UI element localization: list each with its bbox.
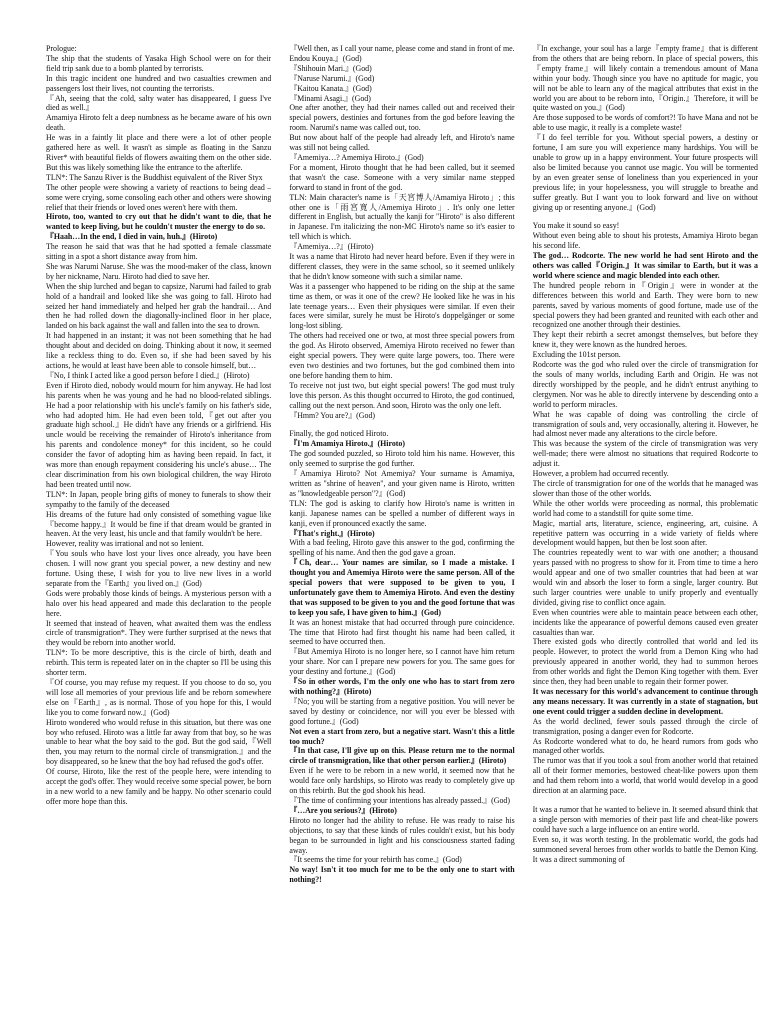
- paragraph: 『Ah, seeing that the cold, salty water has disappeared, I guess I've died as well.』: [46, 93, 272, 113]
- paragraph: It was a rumor that he wanted to believe in. It seemed absurd think that a single person with memories of their past life and cheat-like powers could have such a large influence on an entire world.: [532, 804, 758, 834]
- paragraph: TLN: The god is asking to clarify how Hiroto's name is written in kanji. Japanese names can be spelled a number of different ways in kanji, even if pronounced exactly the same.: [289, 498, 515, 528]
- paragraph: 『But Amemiya Hiroto is no longer here, so I cannot have him return your share. Nor can I prepare new powers for you. The same goes for your destiny and fortune.』(God): [289, 647, 515, 677]
- paragraph: There existed gods who directly controlled that world and led its people. However, to protect the world from a Demon King who had previously appeared in another world, they had to summon heroes from other worlds and fight the Demon King together with them. Ever since then, they had been unable to regain their former power.: [532, 637, 758, 687]
- paragraph: What he was capable of doing was controlling the circle of transmigration of souls and, very occasionally, altering it. However, he had almost never made any alterations to the circle before.: [532, 409, 758, 439]
- paragraph: The other people were showing a variety of reactions to being dead – some were crying, some consoling each other and others were showing relief that their friends or loved ones weren't here with them.: [46, 182, 272, 212]
- paragraph: Excluding the 101st person.: [532, 350, 621, 360]
- paragraph: In this tragic incident one hundred and two casualties crewmen and passengers lost their lives, not counting the terrorists.: [46, 73, 272, 93]
- paragraph: Magic, martial arts, literature, science, engineering, art, cuisine. A repetitive pattern was occurring in a wide variety of fields where development would happen, but then be lost soon after.: [532, 518, 758, 548]
- paragraph: TLN*: To be more descriptive, this is the circle of birth, death and rebirth. This term is repeated later on in the chapter so I'll be using this shorter term.: [46, 648, 272, 678]
- paragraph: Without even being able to shout his protests, Amamiya Hiroto began his second life.: [532, 231, 758, 251]
- paragraph: The god… Rodcorte. The new world he had sent Hiroto and the others was called『Origin.』It was similar to Earth, but it was a world where science and magic blended into each other.: [532, 251, 758, 280]
- paragraph: 『In that case, I'll give up on this. Please return me to the normal circle of transmigration, like that other person earlier.』(Hiroto): [289, 746, 515, 766]
- paragraph: TLN*: In Japan, people bring gifts of money to funerals to show their sympathy to the family of the deceased: [46, 489, 272, 509]
- paragraph: Not even a start from zero, but a negative start. Wasn't this a little too much?: [289, 726, 515, 746]
- paragraph: 『Of course, you may refuse my request. If you choose to do so, you will lose all memories of your previous life and be reborn somewhere else on『Earth』, as is normal. Those of you hope for this, I would like you to come forward now.』(God): [46, 678, 272, 717]
- paragraph: 『Naruse Narumi.』(God): [289, 73, 375, 83]
- paragraph: The god sounded puzzled, so Hiroto told him his name. However, this only seemed to surprise the god further.: [289, 449, 515, 469]
- paragraph: 『No, I think I acted like a good person before I died.』(Hiroto): [46, 370, 250, 380]
- paragraph: The hundred people reborn in『Origin』were in wonder at the differences between this world and Earth. They were born to new parents, saved by various moments of good fortune, made use of the special powers they had been granted and reunited with each other and recognized one another through their destinies.: [532, 280, 758, 330]
- paragraph: 『Amamiya Hiroto? Not Amemiya? Your surname is Amamiya, written as "shrine of heaven", and your given name is Hiroto, written as "knowledgeable person"?』(God): [289, 469, 515, 498]
- paragraph: You make it sound so easy!: [532, 221, 620, 231]
- paragraph: When the ship lurched and began to capsize, Narumi had failed to grab hold of a handrail and looked like she was going to fall. Hiroto had seized her hand immediately and helped her grab the handrail… And then he had rolled down the diagonally-inclined floor in her place, landed on his back against the wall and fallen into the sea to drown.: [46, 281, 272, 331]
- text-column-middle: [289, 44, 514, 1018]
- paragraph: 『In exchange, your soul has a large『empty frame』that is different from the others that are being reborn. In place of special powers, this『empty frame』will likely contain a tremendous amount of Mana within your body. Though since you have no aptitude for magic, you will not be able to learn any of the magical attributes that exist in the world you are about to be reborn into,『Origin.』Therefore, it will be quite wasted on you.』(God): [532, 44, 758, 113]
- paragraph: Even if Hiroto died, nobody would mourn for him anyway. He had lost his parents when he was young and he had no blood-related siblings. He had a poor relationship with his uncle's family on his father's side, who had adopted him. He had even been told,『get out after you graduate high school.』He didn't have any friends or a girlfriend. His uncle would be receiving the remainder of Hiroto's inheritance from his parents and condolence money* for this incident, so he could consider the favor of adopting him as having been repaid. In fact, it was more than enough repayment considering his uncle's abuse… The clear discrimination from his own biological children, the way Hiroto had been treated until now.: [46, 380, 272, 489]
- paragraph: Prologue:: [46, 44, 77, 53]
- paragraph: It was a name that Hiroto had never heard before. Even if they were in different classes, they were in the same school, so it seemed unlikely that he didn't know someone with such a similar name.: [289, 252, 515, 281]
- paragraph: The others had received one or two, at most three special powers from the god. As Hiroto observed, Amemiya Hiroto received no fewer than eight special powers. They were quite large powers, too. There were even two destinies and two fortunes, but the god combined them into one before handing them to him.: [289, 331, 515, 380]
- paragraph: The reason he said that was that he had spotted a female classmate sitting in a spot a short distance away from him.: [46, 242, 272, 262]
- text-column-right: [533, 44, 758, 1018]
- paragraph: But now about half of the people had already left, and Hiroto's name was still not being called.: [289, 133, 515, 153]
- paragraph: While the other worlds were proceeding as normal, this problematic world had come to a standstill for quite some time.: [532, 498, 758, 518]
- paragraph: 『Haah…In the end, I died in vain, huh.』(Hiroto): [46, 232, 218, 242]
- paragraph: With a bad feeling, Hiroto gave this answer to the god, confirming the spelling of his name. And then the god gave a groan.: [289, 538, 515, 558]
- paragraph: Rodcorte was the god who ruled over the circle of transmigration for the souls of many worlds, including Earth and Origin. He was not directly worshipped by the people, and he didn't entrust anything to clergymen. Nor was he able to directly intervene by descending onto a world to perform miracles.: [532, 360, 758, 409]
- paragraph: Gods were probably those kinds of beings. A mysterious person with a halo over his head appeared and made this declaration to the people here.: [46, 588, 272, 618]
- paragraph: 『I do feel terrible for you. Without special powers, a destiny or fortune, I am sure you will experience many hardships. You will be unable to grow up in a happy environment. Your future prospects will also be limited because you cannot use magic. You will be tormented by an even greater sense of loneliness than you experienced in your previous life; in your hopelessness, you will struggle to breathe and suffer greatly. But I want you to look forward and live on without giving up or resenting anyone.』(God): [532, 133, 758, 212]
- paragraph: Even so, it was worth testing. In the problematic world, the gods had summoned several heroes from other worlds to battle the Demon King. It was a direct summoning of: [532, 834, 758, 864]
- paragraph: 『Amemiya…?』(Hiroto): [289, 242, 374, 252]
- paragraph: Hiroto wondered who would refuse in this situation, but there was one boy who refused. Hiroto was a little far away from that boy, so he was unable to hear what the boy said to the god. But the god said,『Well then, you may return to the normal circle of transmigration.』and the boy disappeared, so he knew that the boy had refused the god's offer.: [46, 717, 272, 767]
- paragraph: Was it a passenger who happened to be riding on the ship at the same time as them, or was it one of the crew? He looked like he was in his late teenage years… Even their physiques were similar. If even their faces were similar, surely he must be Hiroto's doppelgänger or some long-lost sibling.: [289, 281, 515, 331]
- paragraph: 『Hmm? You are?』(God): [289, 410, 376, 420]
- paragraph: 『The time of confirming your intentions has already passed.』(God): [289, 795, 510, 805]
- paragraph: 『Amemiya…? Amemiya Hiroto.』(God): [289, 152, 424, 162]
- paragraph: He was in a faintly lit place and there were a lot of other people gathered here as well. It wasn't as simple as floating in the Sanzu River* with beautiful fields of flowers awaiting them on the other side. But this was likely something like the entrance to the afterlife.: [46, 133, 272, 172]
- paragraph: However, a problem had occurred recently.: [532, 469, 669, 479]
- paragraph: Finally, the god noticed Hiroto.: [289, 429, 389, 439]
- paragraph: 『I'm Amamiya Hiroto.』(Hiroto): [289, 439, 405, 449]
- paragraph: His dreams of the future had only consisted of something vague like『become happy.』It would be fine if that dream would be granted in heaven. At the very least, his uncle and that family wouldn't be here.: [46, 509, 272, 539]
- paragraph: It was necessary for this world's advancement to continue through any means necessary. It was currently in a state of stagnation, but one event could trigger a sudden decline in development.: [532, 687, 758, 716]
- paragraph: 『Shihouin Mari.』(God): [289, 63, 372, 73]
- text-column-left: [46, 44, 271, 1018]
- paragraph: The ship that the students of Yasaka High School were on for their field trip sank due to a bomb planted by terrorists.: [46, 53, 272, 73]
- paragraph: As Rodcorte wondered what to do, he heard rumors from gods who managed other worlds.: [532, 736, 758, 756]
- paragraph: TLN*: The Sanzu River is the Buddhist equivalent of the River Styx: [46, 172, 263, 182]
- paragraph: It seemed that instead of heaven, what awaited them was the endless circle of transmigration*. They were further surprised at the news that they would be reborn into another world.: [46, 618, 272, 648]
- paragraph: 『So in other words, I'm the only one who has to start from zero with nothing?』(Hiroto): [289, 677, 515, 696]
- paragraph: The circle of transmigration for one of the worlds that he managed was slower than those of the other worlds.: [532, 478, 758, 498]
- paragraph: They kept their rebirth a secret amongst themselves, but before they knew it, they were known as the hundred heroes.: [532, 330, 758, 350]
- paragraph: No way! Isn't it too much for me to be the only one to start with nothing?!: [289, 865, 515, 885]
- paragraph: 『Minami Asagi.』(God): [289, 93, 371, 103]
- paragraph: She was Narumi Naruse. She was the mood-maker of the class, known by her nickname, Naru. Hiroto had died to save her.: [46, 261, 272, 281]
- paragraph: 『It seems the time for your rebirth has come.』(God): [289, 855, 462, 865]
- paragraph: Of course, Hiroto, like the rest of the people here, were intending to accept the god's offer. They would receive some special power, be born in a new world to a new family and be happy. No other scenario could offer more hope than this.: [46, 767, 272, 806]
- paragraph: Hiroto no longer had the ability to refuse. He was ready to raise his objections, to say that these kinds of rules couldn't exist, but his body began to be surrounded in light and his consciousness started fading away.: [289, 815, 515, 855]
- paragraph: TLN: Main character's name is「天宮博人/Amamiya Hiroto」; this other one is「雨宮寛人/Amemiya Hiroto」. It's only one letter different in English, but actually the kanji for "Hiroto" is also different in Japanese. I'm italicizing the non-MC Hiroto's name so it's easier to tell which is which.: [289, 192, 515, 242]
- paragraph: Even when countries were able to maintain peace between each other, incidents like the appearance of powerful demons caused even greater casualties than war.: [532, 607, 758, 637]
- paragraph: It was an honest mistake that had occurred through pure coincidence. The time that Hiroto had first thought his name had been called, it seemed to have occurred then.: [289, 617, 515, 647]
- paragraph: This was because the system of the circle of transmigration was very well-made; there were almost no situations that required Rodcorte to adjust it.: [532, 439, 758, 469]
- paragraph: Even if he were to be reborn in a new world, it seemed now that he would face only hardships, so Hiroto was ready to completely give up on this rebirth. But the god shook his head.: [289, 766, 515, 796]
- paragraph: 『You souls who have lost your lives once already, you have been chosen. I will now grant you special power, a new destiny and new fortune. Using these, I wish for you to live new lives in a world separate from the『Earth』you lived on.』(God): [46, 549, 272, 588]
- paragraph: 『Well then, as I call your name, please come and stand in front of me. Endou Kouya.』(God): [289, 44, 515, 63]
- paragraph: The countries repeatedly went to war with one another; a thousand years passed with no progress to show for it. From time to time a hero would appear and one of two smaller countries that had been at war would win and absorb the loser to form a single, larger country. But such larger countries were unable to unify properly and eventually divided, giving rise to conflict once again.: [532, 548, 758, 607]
- paragraph: The rumor was that if you took a soul from another world that retained all of their former memories, bestowed cheat-like powers upon them and had them reborn into a world, that world would develop in a good direction at an alarming pace.: [532, 756, 758, 796]
- paragraph: 『Ch, dear… Your names are similar, so I made a mistake. I thought you and Amemiya Hiroto were the same person. All of the special powers that were supposed to be given to you, I unfortunately gave them to Amemiya Hiroto. And even the destiny that was supposed to be given to you and the good fortune that was to keep you safe, I have given to him.』(God): [289, 558, 515, 617]
- paragraph: 『…Are you serious?』(Hiroto): [289, 805, 397, 815]
- paragraph: For a moment, Hiroto thought that he had been called, but it seemed that wasn't the case. Someone with a very similar name stepped forward to stand in front of the god.: [289, 162, 515, 192]
- paragraph: Are those supposed to be words of comfort?! To have Mana and not be able to use magic, it really is a complete waste!: [532, 113, 758, 133]
- paragraph: 『No; you will be starting from a negative position. You will never be saved by destiny or coincidence, nor will you ever be blessed with good fortune.』(God): [289, 696, 515, 726]
- paragraph: As the world declined, fewer souls passed through the circle of transmigration, posing a danger even for Rodcorte.: [532, 716, 758, 736]
- paragraph: 『That's right.』(Hiroto): [289, 528, 375, 538]
- paragraph: To receive not just two, but eight special powers! The god must truly love this person. As this thought occurred to Hiroto, the god continued, calling out the next person. And soon, Hiroto was the only one left.: [289, 380, 515, 410]
- paragraph: Amamiya Hiroto felt a deep numbness as he became aware of his own death.: [46, 113, 272, 133]
- paragraph: Hiroto, too, wanted to cry out that he didn't want to die, that he wanted to keep living, but he couldn't muster the energy to do so.: [46, 212, 272, 232]
- paragraph: It had happened in an instant; it was not been something that he had thought about and decided on doing. Thinking about it now, it seemed like a reckless thing to do. Even so, if she had been saved by his actions, he would at least have been able to console himself, but…: [46, 331, 272, 370]
- paragraph: One after another, they had their names called out and received their special powers, destinies and fortunes from the god before leaving the room. Narumi's name was called out, too.: [289, 103, 515, 133]
- paragraph: However, reality was irrational and not so lenient.: [46, 539, 204, 549]
- paragraph: 『Kaitou Kanata.』(God): [289, 83, 372, 93]
